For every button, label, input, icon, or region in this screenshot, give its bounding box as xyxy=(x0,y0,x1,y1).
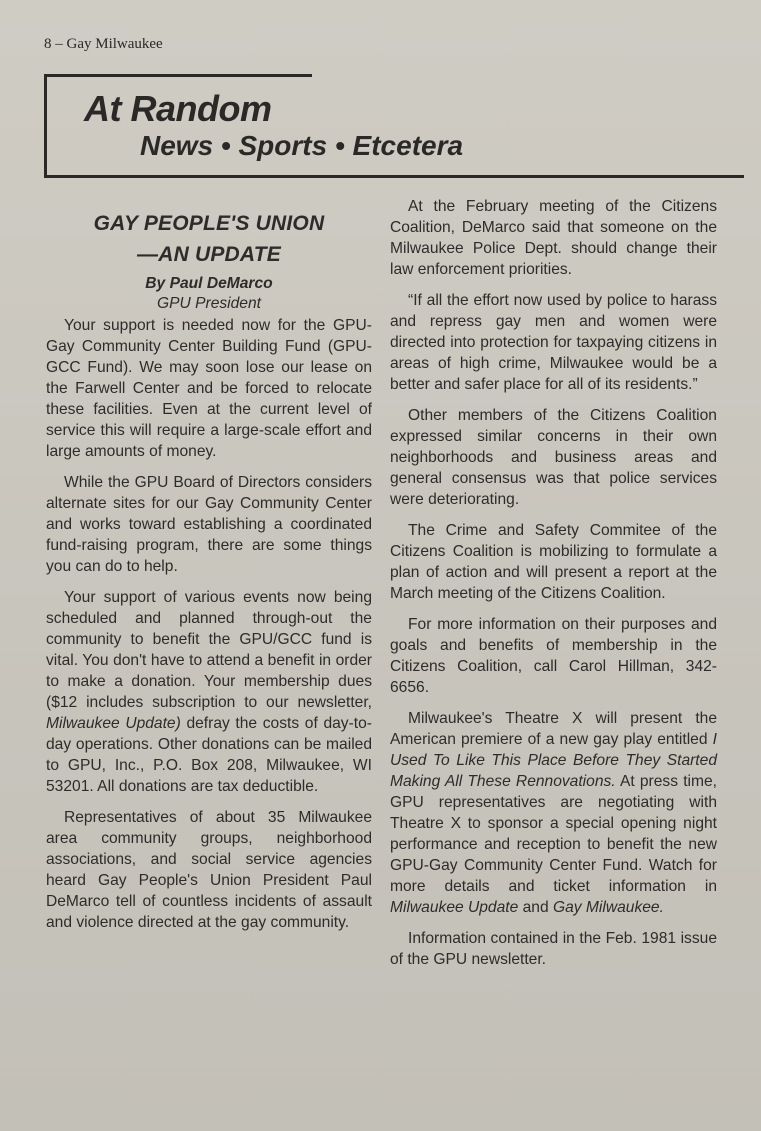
section-banner xyxy=(44,74,744,178)
section-subtitle: News • Sports • Etcetera xyxy=(140,130,464,161)
paragraph: Your support of various events now being scheduled and planned through-out the community to benefit the GPU/GCC fund is vital. You don't have to attend a benefit in order to make a donation. Your membership dues ($12 includes subscription to our newsletter, Milwaukee Update) defray the costs of day-to-day operations. Other donations can be mailed to GPU, Inc., P.O. Box 208, Milwaukee, WI 53201. All donations are tax deductible. xyxy=(46,589,372,795)
banner-rule-top xyxy=(44,74,312,77)
article-headline xyxy=(46,208,372,270)
page-folio: 8 – Gay Milwaukee xyxy=(44,36,163,52)
paragraph: At the February meeting of the Citizens Coalition, DeMarco said that someone on the Milwaukee Police Dept. should change their law enforcement priorities. xyxy=(390,198,717,278)
paragraph: Representatives of about 35 Milwaukee area community groups, neighborhood associations, and social service agencies heard Gay People's Union President Paul DeMarco tell of countless incidents of assault and violence directed at the gay community. xyxy=(46,809,372,931)
section-title: At Random xyxy=(84,88,272,129)
magazine-title: Gay Milwaukee. xyxy=(552,899,664,916)
headline-line-2: —AN UPDATE xyxy=(137,243,281,266)
banner-rule-left xyxy=(44,74,47,178)
paragraph: Your support is needed now for the GPU-Gay Community Center Building Fund (GPU-GCC Fund). We may soon lose our lease on the Farwell Center and be forced to relocate these facilities. Even at the current level of service this will require a large-scale effort and large amounts of money. xyxy=(46,317,372,460)
article-column-left xyxy=(46,196,372,943)
paragraph: Information contained in the Feb. 1981 issue of the GPU newsletter. xyxy=(390,930,717,968)
paragraph: “If all the effort now used by police to harass and repress gay men and women were directed into protection for taxpaying citizens in areas of high crime, Milwaukee would be a better and safer place for all of its residents.” xyxy=(390,292,717,393)
article-column-right xyxy=(390,196,717,980)
article-byline-role: GPU President xyxy=(156,295,261,312)
newsletter-title: Milwaukee Update xyxy=(390,899,519,916)
article-byline: By Paul DeMarco xyxy=(145,275,273,292)
newsletter-title: Milwaukee Update) xyxy=(46,715,181,732)
play-title: I Used To Like This Place Before They Started Making All These Rennovations. xyxy=(390,731,717,790)
paragraph: While the GPU Board of Directors considers alternate sites for our Gay Community Center and works toward establishing a coordinated fund-raising program, there are some things you can do to help. xyxy=(46,474,372,575)
paragraph: Milwaukee's Theatre X will present the American premiere of a new gay play entitled I Used To Like This Place Before They Started Making All These Rennovations. At press time, GPU representatives are negotiating with Theatre X to sponsor a special opening night performance and reception to benefit the new GPU-Gay Community Center Fund. Watch for more details and ticket information in Milwaukee Update and Gay Milwaukee. xyxy=(390,710,717,916)
paragraph: Other members of the Citizens Coalition expressed similar concerns in their own neighborhoods and business areas and general consensus was that police services were deteriorating. xyxy=(390,407,717,508)
headline-line-1: GAY PEOPLE'S UNION xyxy=(93,212,325,235)
paragraph: The Crime and Safety Commitee of the Citizens Coalition is mobilizing to formulate a plan of action and will present a report at the March meeting of the Citizens Coalition. xyxy=(390,522,717,602)
banner-rule-bottom xyxy=(44,175,744,178)
paragraph: For more information on their purposes and goals and benefits of membership in the Citizens Coalition, call Carol Hillman, 342-6656. xyxy=(390,616,717,696)
